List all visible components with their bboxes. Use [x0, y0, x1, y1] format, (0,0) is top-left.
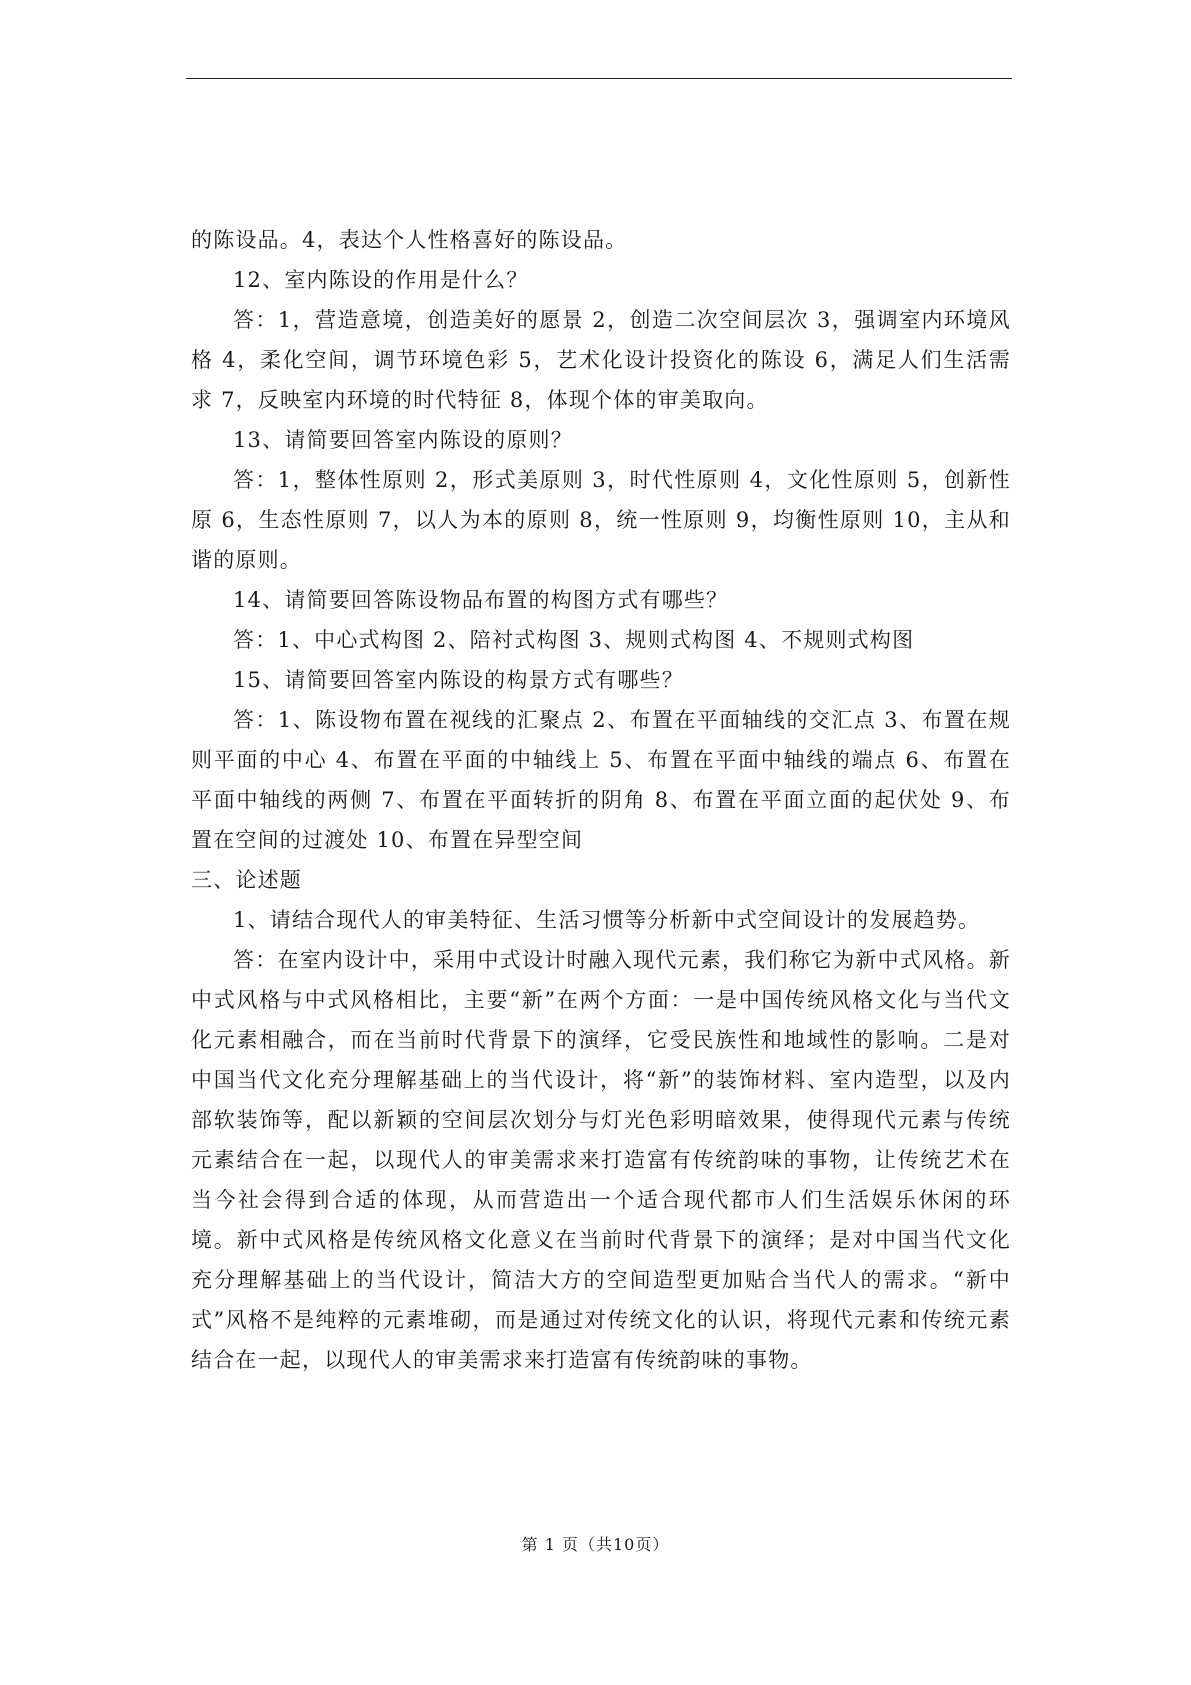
section-heading: 三、论述题 [191, 868, 302, 892]
essay-answer-1: 答：在室内设计中，采用中式设计时融入现代元素，我们称它为新中式风格。新中式风格与中式风格相比，主要“新”在两个方面：一是中国传统风格文化与当代文化元素相融合，而在当前时代背景下的演绎，它受民族性和地域性的影响。二是对中国当代文化充分理解基础上的当代设计，将“新”的装饰材料、室内造型，以及内部软装饰等，配以新颖的空间层次划分与灯光色彩明暗效果，使得现代元素与传统元素结合在一起，以现代人的审美需求来打造富有传统韵味的事物，让传统艺术在当今社会得到合适的体现，从而营造出一个适合现代都市人们生活娱乐休闲的环境。新中式风格是传统风格文化意义在当前时代背景下的演绎；是对中国当代文化充分理解基础上的当代设计，简洁大方的空间造型更加贴合当代人的需求。“新中式”风格不是纯粹的元素堆砌，而是通过对传统文化的认识，将现代元素和传统元素结合在一起，以现代人的审美需求来打造富有传统韵味的事物。 [191, 948, 1011, 1372]
question-12: 12、室内陈设的作用是什么？ [233, 268, 529, 292]
header-rule [186, 78, 1012, 79]
question-15: 15、请简要回答室内陈设的构景方式有哪些？ [233, 668, 684, 692]
document-body [191, 220, 1011, 1380]
answer-14: 答：1、中心式构图 2、陪衬式构图 3、规则式构图 4、不规则式构图 [233, 628, 915, 652]
page-footer: 第 1 页（共10页） [521, 1535, 670, 1554]
question-13: 13、请简要回答室内陈设的原则？ [233, 428, 573, 452]
answer-13: 答：1，整体性原则 2，形式美原则 3，时代性原则 4，文化性原则 5，创新性原 6，生态性原则 7，以人为本的原则 8，统一性原则 9，均衡性原则 10，主从和谐的原则。 [191, 468, 1011, 572]
answer-15: 答：1、陈设物布置在视线的汇聚点 2、布置在平面轴线的交汇点 3、布置在规则平面的中心 4、布置在平面的中轴线上 5、布置在平面中轴线的端点 6、布置在平面中轴线的两侧 7、布置在平面转折的阴角 8、布置在平面立面的起伏处 9、布置在空间的过渡处 10、布置在异型空间 [191, 708, 1011, 852]
answer-12: 答：1，营造意境，创造美好的愿景 2，创造二次空间层次 3，强调室内环境风格 4，柔化空间，调节环境色彩 5，艺术化设计投资化的陈设 6，满足人们生活需求 7，反映室内环境的时代特征 8，体现个体的审美取向。 [191, 308, 1011, 412]
question-14: 14、请简要回答陈设物品布置的构图方式有哪些？ [233, 588, 729, 612]
essay-question-1: 1、请结合现代人的审美特征、生活习惯等分析新中式空间设计的发展趋势。 [233, 908, 981, 932]
paragraph-continuation: 的陈设品。4，表达个人性格喜好的陈设品。 [191, 228, 628, 252]
